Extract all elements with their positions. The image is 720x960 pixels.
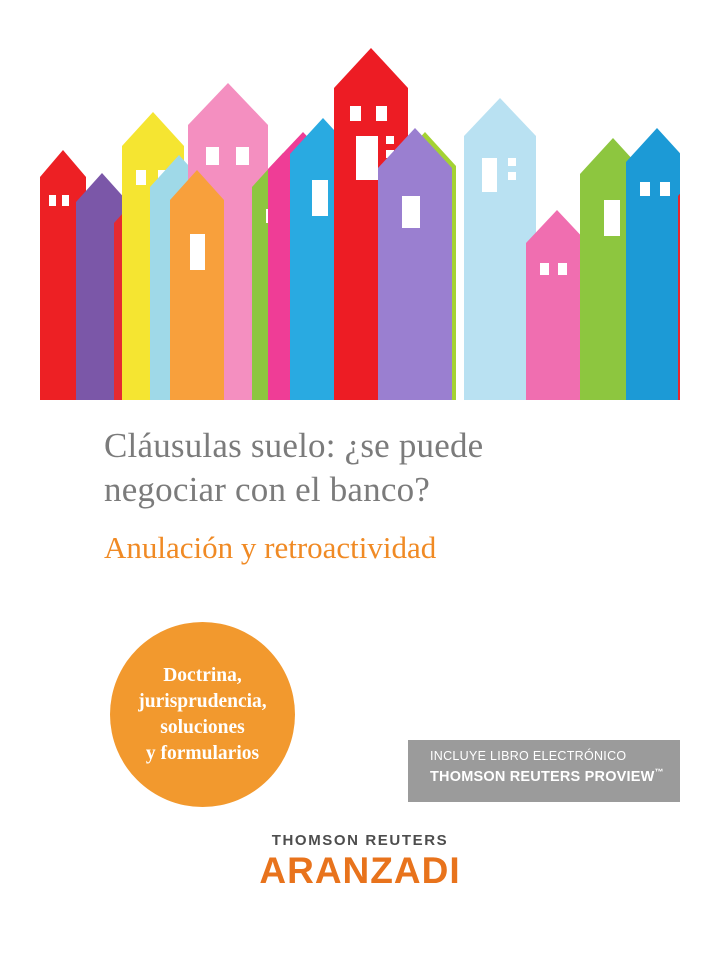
house-shape-purple-2 bbox=[378, 128, 452, 400]
page-title bbox=[104, 424, 644, 512]
house-shape-pink-2 bbox=[526, 210, 588, 400]
page-title-line1: Cláusulas suelo: ¿se puede bbox=[104, 426, 484, 465]
features-badge bbox=[110, 622, 295, 807]
badge-line-4: y formularios bbox=[145, 742, 260, 764]
publisher-logo-top: THOMSON REUTERS bbox=[271, 832, 449, 849]
features-badge-text bbox=[128, 663, 276, 767]
page-title-line2: negociar con el banco? bbox=[104, 470, 431, 509]
proview-product-name: THOMSON REUTERS PROVIEW bbox=[430, 768, 655, 785]
cover-illustration bbox=[40, 24, 680, 400]
ebook-banner bbox=[408, 740, 680, 802]
house-shape-blue-1 bbox=[626, 128, 680, 400]
publisher-logo-name: ARANZADI bbox=[259, 850, 461, 891]
badge-line-2: jurisprudencia, bbox=[138, 690, 267, 712]
ebook-banner-line1: INCLUYE LIBRO ELECTRÓNICO bbox=[430, 749, 627, 763]
publisher-logo bbox=[0, 832, 720, 891]
ebook-banner-line2 bbox=[430, 767, 680, 785]
trademark-symbol: ™ bbox=[654, 767, 664, 777]
badge-line-1: Doctrina, bbox=[163, 664, 242, 686]
house-shape-red-3 bbox=[678, 170, 680, 400]
cover-title-block bbox=[104, 424, 644, 568]
page-subtitle: Anulación y retroactividad bbox=[104, 530, 437, 565]
badge-line-3: soluciones bbox=[160, 716, 245, 738]
house-shape-orange-1 bbox=[170, 170, 224, 400]
